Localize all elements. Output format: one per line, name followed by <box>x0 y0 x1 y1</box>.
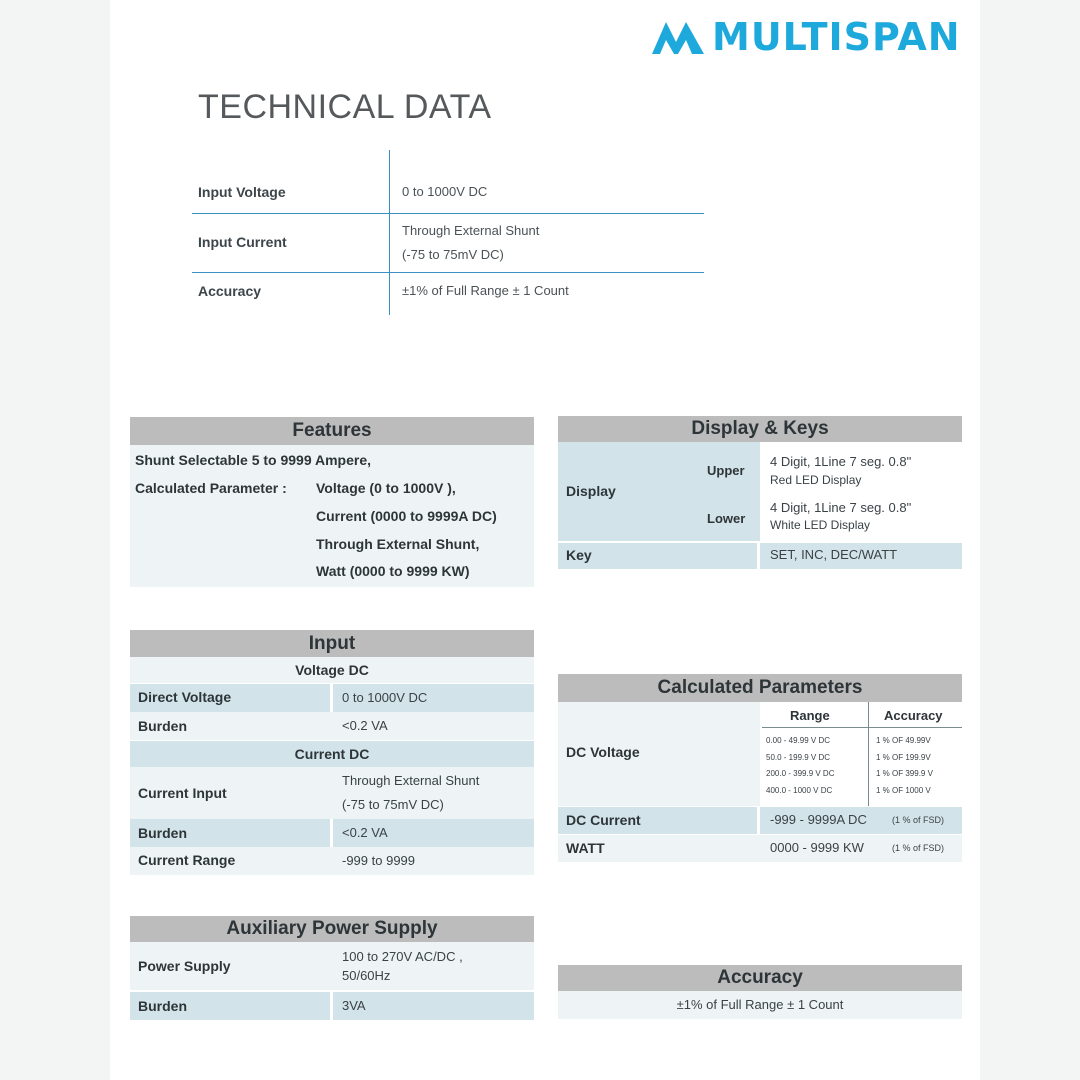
accuracy-cell: 1 % OF 49.99V <box>876 736 931 745</box>
display-label: Display <box>566 483 616 499</box>
column-separator <box>757 543 760 569</box>
upper-value-line2: Red LED Display <box>770 473 862 487</box>
dc-current-label: DC Current <box>566 812 641 828</box>
power-supply-value-line2: 50/60Hz <box>342 968 391 983</box>
current-input-value-line2: (-75 to 75mV DC) <box>342 797 444 812</box>
accuracy-header: Accuracy <box>558 965 962 991</box>
current-input-value-line1: Through External Shunt <box>342 773 480 788</box>
column-rule <box>389 150 390 315</box>
dc-current-note: (1 % of FSD) <box>892 815 945 825</box>
current-range-label: Current Range <box>138 852 236 868</box>
direct-voltage-value: 0 to 1000V DC <box>342 690 428 705</box>
aux-power-header: Auxiliary Power Supply <box>130 916 534 942</box>
row-rule <box>192 272 704 273</box>
voltage-dc-subheader: Voltage DC <box>130 657 534 683</box>
key-label: Key <box>566 547 592 563</box>
burden-voltage-label: Burden <box>138 718 187 734</box>
accuracy-cell: 1 % OF 199.9V <box>876 753 931 762</box>
current-dc-subheader: Current DC <box>130 741 534 767</box>
range-cell: 200.0 - 399.9 V DC <box>766 769 835 778</box>
input-header: Input <box>130 630 534 657</box>
accuracy-value: ±1% of Full Range ± 1 Count <box>402 283 569 298</box>
feature-item: Watt (0000 to 9999 KW) <box>316 563 470 579</box>
burden-current-label: Burden <box>138 825 187 841</box>
dc-voltage-label: DC Voltage <box>566 744 640 760</box>
range-cell: 400.0 - 1000 V DC <box>766 786 833 795</box>
range-cell: 0.00 - 49.99 V DC <box>766 736 831 745</box>
calculated-parameter-label: Calculated Parameter : <box>135 480 287 496</box>
feature-item: Through External Shunt, <box>316 536 480 552</box>
direct-voltage-label: Direct Voltage <box>138 689 232 705</box>
input-current-label: Input Current <box>198 234 287 250</box>
feature-item: Voltage (0 to 1000V ), <box>316 480 456 496</box>
display-keys-header: Display & Keys <box>558 416 962 442</box>
logo-text: MULTISPAN <box>712 15 961 59</box>
watt-note: (1 % of FSD) <box>892 843 945 853</box>
multispan-logo-mark <box>652 20 704 54</box>
technical-data-table <box>192 150 704 315</box>
accuracy-cell: 1 % OF 1000 V <box>876 786 931 795</box>
upper-label: Upper <box>707 463 745 478</box>
dc-current-value: -999 - 9999A DC <box>770 812 867 827</box>
burden-current-value: <0.2 VA <box>342 825 388 840</box>
multispan-logo <box>652 16 961 58</box>
accuracy-label: Accuracy <box>198 283 262 299</box>
power-supply-value-line1: 100 to 270V AC/DC , <box>342 949 463 964</box>
aux-burden-value: 3VA <box>342 998 366 1013</box>
key-row <box>558 543 962 569</box>
row-rule <box>192 213 704 214</box>
watt-label: WATT <box>566 840 605 856</box>
lower-value-line2: White LED Display <box>770 518 871 532</box>
upper-value-line1: 4 Digit, 1Line 7 seg. 0.8" <box>770 454 912 469</box>
burden-voltage-value: <0.2 VA <box>342 718 388 733</box>
column-separator <box>330 819 333 847</box>
column-separator <box>330 684 333 712</box>
input-voltage-value: 0 to 1000V DC <box>402 184 488 199</box>
range-cell: 50.0 - 199.9 V DC <box>766 753 831 762</box>
column-separator <box>757 807 760 834</box>
power-supply-label: Power Supply <box>138 958 231 974</box>
feature-item: Current (0000 to 9999A DC) <box>316 508 497 524</box>
accuracy-column-header: Accuracy <box>884 708 943 723</box>
accuracy-value: ±1% of Full Range ± 1 Count <box>558 991 962 1019</box>
column-rule <box>868 702 869 806</box>
watt-value: 0000 - 9999 KW <box>770 840 864 855</box>
current-input-label: Current Input <box>138 785 227 801</box>
page-title: TECHNICAL DATA <box>198 88 492 126</box>
lower-value-line1: 4 Digit, 1Line 7 seg. 0.8" <box>770 500 912 515</box>
column-separator <box>330 992 333 1020</box>
accuracy-cell: 1 % OF 399.9 V <box>876 769 933 778</box>
input-voltage-label: Input Voltage <box>198 184 286 200</box>
features-header: Features <box>130 417 534 445</box>
burden-voltage-row <box>130 712 534 740</box>
calculated-parameters-header: Calculated Parameters <box>558 674 962 702</box>
lower-label: Lower <box>707 511 746 526</box>
input-current-value-line1: Through External Shunt <box>402 223 540 238</box>
features-line: Shunt Selectable 5 to 9999 Ampere, <box>135 452 372 468</box>
aux-burden-label: Burden <box>138 998 187 1014</box>
current-range-value: -999 to 9999 <box>342 853 416 868</box>
range-column-header: Range <box>790 708 830 723</box>
input-current-value-line2: (-75 to 75mV DC) <box>402 247 504 262</box>
row-rule <box>762 727 962 728</box>
key-value: SET, INC, DEC/WATT <box>770 547 898 562</box>
